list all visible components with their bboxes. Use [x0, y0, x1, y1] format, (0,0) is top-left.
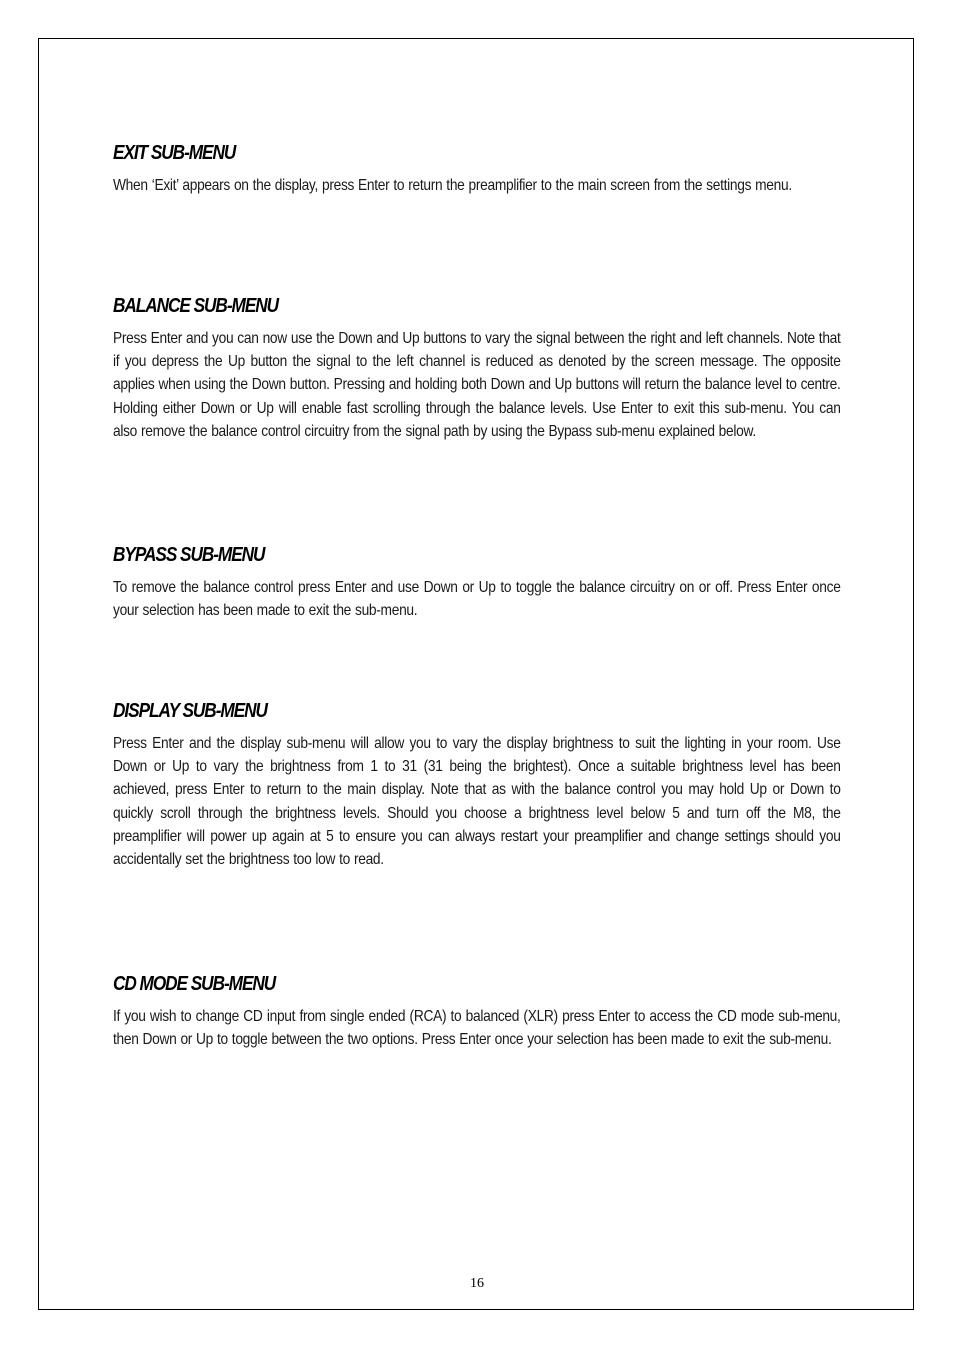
section-heading: CD MODE SUB-MENU — [113, 973, 276, 995]
section-heading: EXIT SUB-MENU — [113, 142, 236, 164]
section-body — [113, 1005, 841, 1051]
section-heading: BALANCE SUB-MENU — [113, 295, 279, 317]
section-heading: DISPLAY SUB-MENU — [113, 700, 267, 722]
section-body-text: When ‘Exit’ appears on the display, press Enter to return the preamplifier to the main screen from the settings menu. — [113, 177, 792, 194]
section-body — [113, 174, 841, 197]
section-display — [113, 699, 841, 871]
section-exit — [113, 141, 841, 197]
section-bypass — [113, 543, 841, 622]
page-border — [38, 38, 914, 1310]
section-balance — [113, 294, 841, 443]
section-body — [113, 576, 841, 622]
section-body — [113, 327, 841, 443]
section-cd-mode — [113, 972, 841, 1051]
section-body — [113, 732, 841, 871]
section-body-text: If you wish to change CD input from single ended (RCA) to balanced (XLR) press Enter to access the CD mode sub-menu, then Down or Up to toggle between the two options. Press Enter once your selection has been made to exit the sub-menu. — [113, 1008, 841, 1049]
section-body-text: Press Enter and you can now use the Down and Up buttons to vary the signal between the right and left channels. Note that if you depress the Up button the signal to the left channel is reduced as denoted by the screen message. The opposite applies when using the Down button. Pressing and holding both Down and Up buttons will return the balance level to centre. Holding either Down or Up will enable fast scrolling through the balance levels. Use Enter to exit this sub-menu. You can also remove the balance control circuitry from the signal path by using the Bypass sub-menu explained below. — [113, 330, 841, 440]
section-body-text: Press Enter and the display sub-menu will allow you to vary the display brightness to suit the lighting in your room. Use Down or Up to vary the brightness from 1 to 31 (31 being the brightest). Once a suitable brightness level has been achieved, press Enter to return to the main display. Note that as with the balance control you may hold Up or Down to quickly scroll through the brightness levels. Should you choose a brightness level below 5 and turn off the M8, the preamplifier will power up again at 5 to ensure you can always restart your preamplifier and change settings should you accidentally set the brightness too low to read. — [113, 735, 841, 869]
section-body-text: To remove the balance control press Enter and use Down or Up to toggle the balance circuitry on or off. Press Enter once your selection has been made to exit the sub-menu. — [113, 579, 841, 620]
section-heading: BYPASS SUB-MENU — [113, 544, 265, 566]
page-number: 16 — [470, 1276, 484, 1291]
